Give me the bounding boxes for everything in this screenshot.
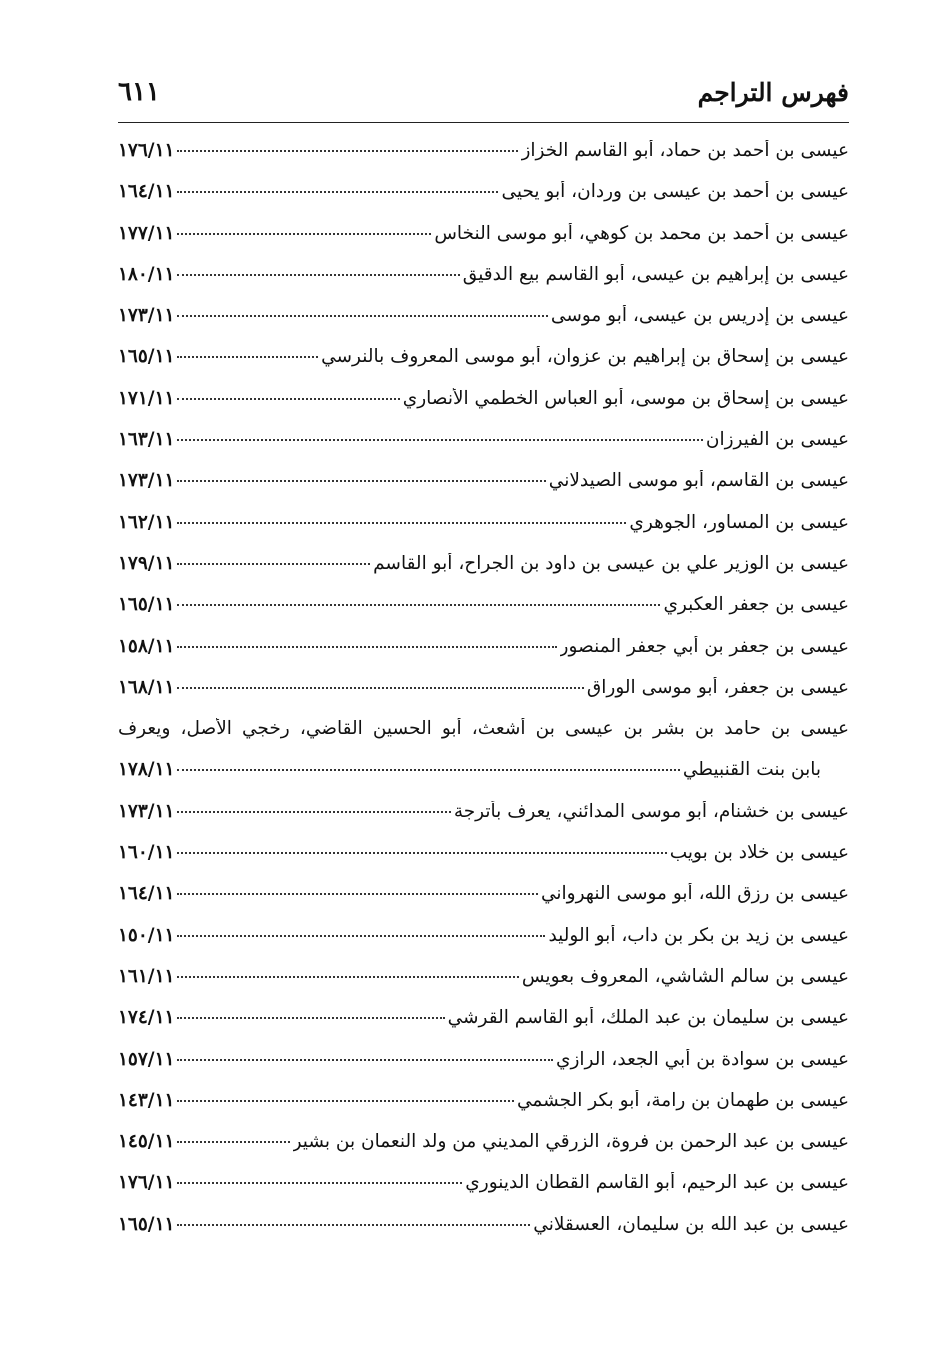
entry-name-line2: بابن بنت القنبيطي [682,759,821,781]
index-entry [118,1007,849,1048]
entry-reference: ١٧٣/١١ [118,305,175,327]
leader-dots [177,1182,462,1184]
entry-reference: ١٧٦/١١ [118,1172,175,1194]
index-entry [118,470,849,511]
index-entry [118,1049,849,1090]
entry-name: عيسى بن إسحاق بن إبراهيم بن عزوان، أبو موسى المعروف بالنرسي [321,346,849,368]
leader-dots [177,315,547,317]
leader-dots [177,976,518,978]
leader-dots [177,1017,444,1019]
biography-index-list [118,140,849,1255]
entry-reference: ١٦٥/١١ [118,346,175,368]
leader-dots [177,811,450,813]
index-entry [118,264,849,305]
leader-dots [177,935,545,937]
leader-dots [177,1059,553,1061]
entry-continuation [118,759,849,800]
index-entry-multiline [118,718,849,801]
index-entry [118,1090,849,1131]
entry-name: عيسى بن عبد الرحيم، أبو القاسم القطان الدينوري [465,1172,849,1194]
entry-name: عيسى بن سوادة بن أبي الجعد، الرازي [556,1048,849,1070]
page-number: ٦١١ [118,77,160,107]
entry-reference: ١٦٢/١١ [118,511,175,533]
leader-dots [177,1100,514,1102]
entry-name: عيسى بن سليمان بن عبد الملك، أبو القاسم القرشي [447,1007,849,1029]
index-entry [118,966,849,1007]
entry-reference: ١٧٣/١١ [118,800,175,822]
index-entry [118,883,849,924]
entry-reference: ١٦٥/١١ [118,1213,175,1235]
entry-name: عيسى بن الفيرزان [705,429,849,451]
entry-name: عيسى بن عبد الرحمن بن فروة، الزرقي المديني من ولد النعمان بن بشير [292,1131,849,1153]
index-entry [118,925,849,966]
index-entry [118,388,849,429]
index-entry [118,636,849,677]
entry-reference: ١٦٨/١١ [118,676,175,698]
entry-reference: ١٧٤/١١ [118,1007,175,1029]
entry-name: عيسى بن جعفر، أبو موسى الوراق [586,676,849,698]
index-entry [118,1172,849,1213]
page-header [118,62,849,123]
entry-reference: ١٧٧/١١ [118,222,175,244]
index-entry [118,842,849,883]
entry-reference: ١٧١/١١ [118,387,175,409]
leader-dots [177,274,459,276]
entry-reference: ١٦٥/١١ [118,594,175,616]
entry-name: عيسى بن جعفر العكبري [663,594,849,616]
index-entry [118,801,849,842]
index-entry [118,594,849,635]
entry-reference: ١٥٧/١١ [118,1048,175,1070]
entry-name: عيسى بن إسحاق بن موسى، أبو العباس الخطمي الأنصاري [402,387,849,409]
index-entry [118,553,849,594]
entry-name: عيسى بن إدريس بن عيسى، أبو موسى [550,305,849,327]
entry-name: عيسى بن خلاد بن بويب [669,842,849,864]
leader-dots [177,563,370,565]
entry-reference: ١٧٨/١١ [118,759,175,781]
leader-dots [177,398,399,400]
index-entry [118,512,849,553]
index-entry [118,1131,849,1172]
index-entry [118,1214,849,1255]
entry-name: عيسى بن سالم الشاشي، المعروف بعويس [521,965,849,987]
index-entry [118,305,849,346]
entry-name: عيسى بن جعفر بن أبي جعفر المنصور [559,635,849,657]
entry-reference: ١٦٤/١١ [118,883,175,905]
entry-reference: ١٥٠/١١ [118,924,175,946]
entry-reference: ١٦٣/١١ [118,429,175,451]
entry-reference: ١٦١/١١ [118,965,175,987]
leader-dots [177,646,556,648]
leader-dots [177,522,626,524]
entry-name: عيسى بن القاسم، أبو موسى الصيدلاني [548,470,849,492]
leader-dots [177,687,583,689]
entry-name: عيسى بن الوزير علي بن عيسى بن داود بن الجراح، أبو القاسم [373,552,849,574]
entry-name: عيسى بن زيد بن بكر بن داب، أبو الوليد [548,924,849,946]
leader-dots [177,191,498,193]
leader-dots [177,233,431,235]
leader-dots [177,480,545,482]
entry-name: عيسى بن طهمان بن رامة، أبو بكر الجشمي [517,1089,849,1111]
leader-dots [177,1141,289,1143]
leader-dots [177,150,518,152]
entry-reference: ١٨٠/١١ [118,263,175,285]
index-entry [118,223,849,264]
entry-name: عيسى بن إبراهيم بن عيسى، أبو القاسم بيع الدقيق [462,263,849,285]
leader-dots [177,769,679,771]
entry-reference: ١٦٤/١١ [118,181,175,203]
entry-name: عيسى بن أحمد بن محمد بن كوهي، أبو موسى النخاس [434,222,849,244]
entry-reference: ١٧٩/١١ [118,552,175,574]
index-entry [118,140,849,181]
entry-name: عيسى بن أحمد بن حماد، أبو القاسم الخزاز [521,140,849,161]
entry-reference: ١٧٣/١١ [118,470,175,492]
leader-dots [177,852,666,854]
index-entry [118,429,849,470]
leader-dots [177,1224,530,1226]
entry-reference: ١٤٣/١١ [118,1089,175,1111]
leader-dots [177,356,318,358]
entry-name-line1: عيسى بن حامد بن بشر بن عيسى بن أشعث، أبو الحسين القاضي، رخجي الأصل، ويعرف [118,718,849,740]
entry-reference: ١٦٠/١١ [118,842,175,864]
entry-name: عيسى بن المساور، الجوهري [629,511,849,533]
index-entry [118,677,849,718]
leader-dots [177,439,702,441]
entry-name: عيسى بن خشنام، أبو موسى المدائني، يعرف بأترجة [453,800,849,822]
entry-reference: ١٧٦/١١ [118,140,175,161]
page-title: فهرس التراجم [697,77,849,107]
entry-reference: ١٥٨/١١ [118,635,175,657]
entry-name: عيسى بن عبد الله بن سليمان، العسقلاني [533,1213,849,1235]
index-entry [118,181,849,222]
entry-name: عيسى بن رزق الله، أبو موسى النهرواني [540,883,849,905]
entry-reference: ١٤٥/١١ [118,1131,175,1153]
leader-dots [177,893,538,895]
entry-name: عيسى بن أحمد بن عيسى بن وردان، أبو يحيى [501,181,849,203]
leader-dots [177,604,660,606]
index-entry [118,346,849,387]
